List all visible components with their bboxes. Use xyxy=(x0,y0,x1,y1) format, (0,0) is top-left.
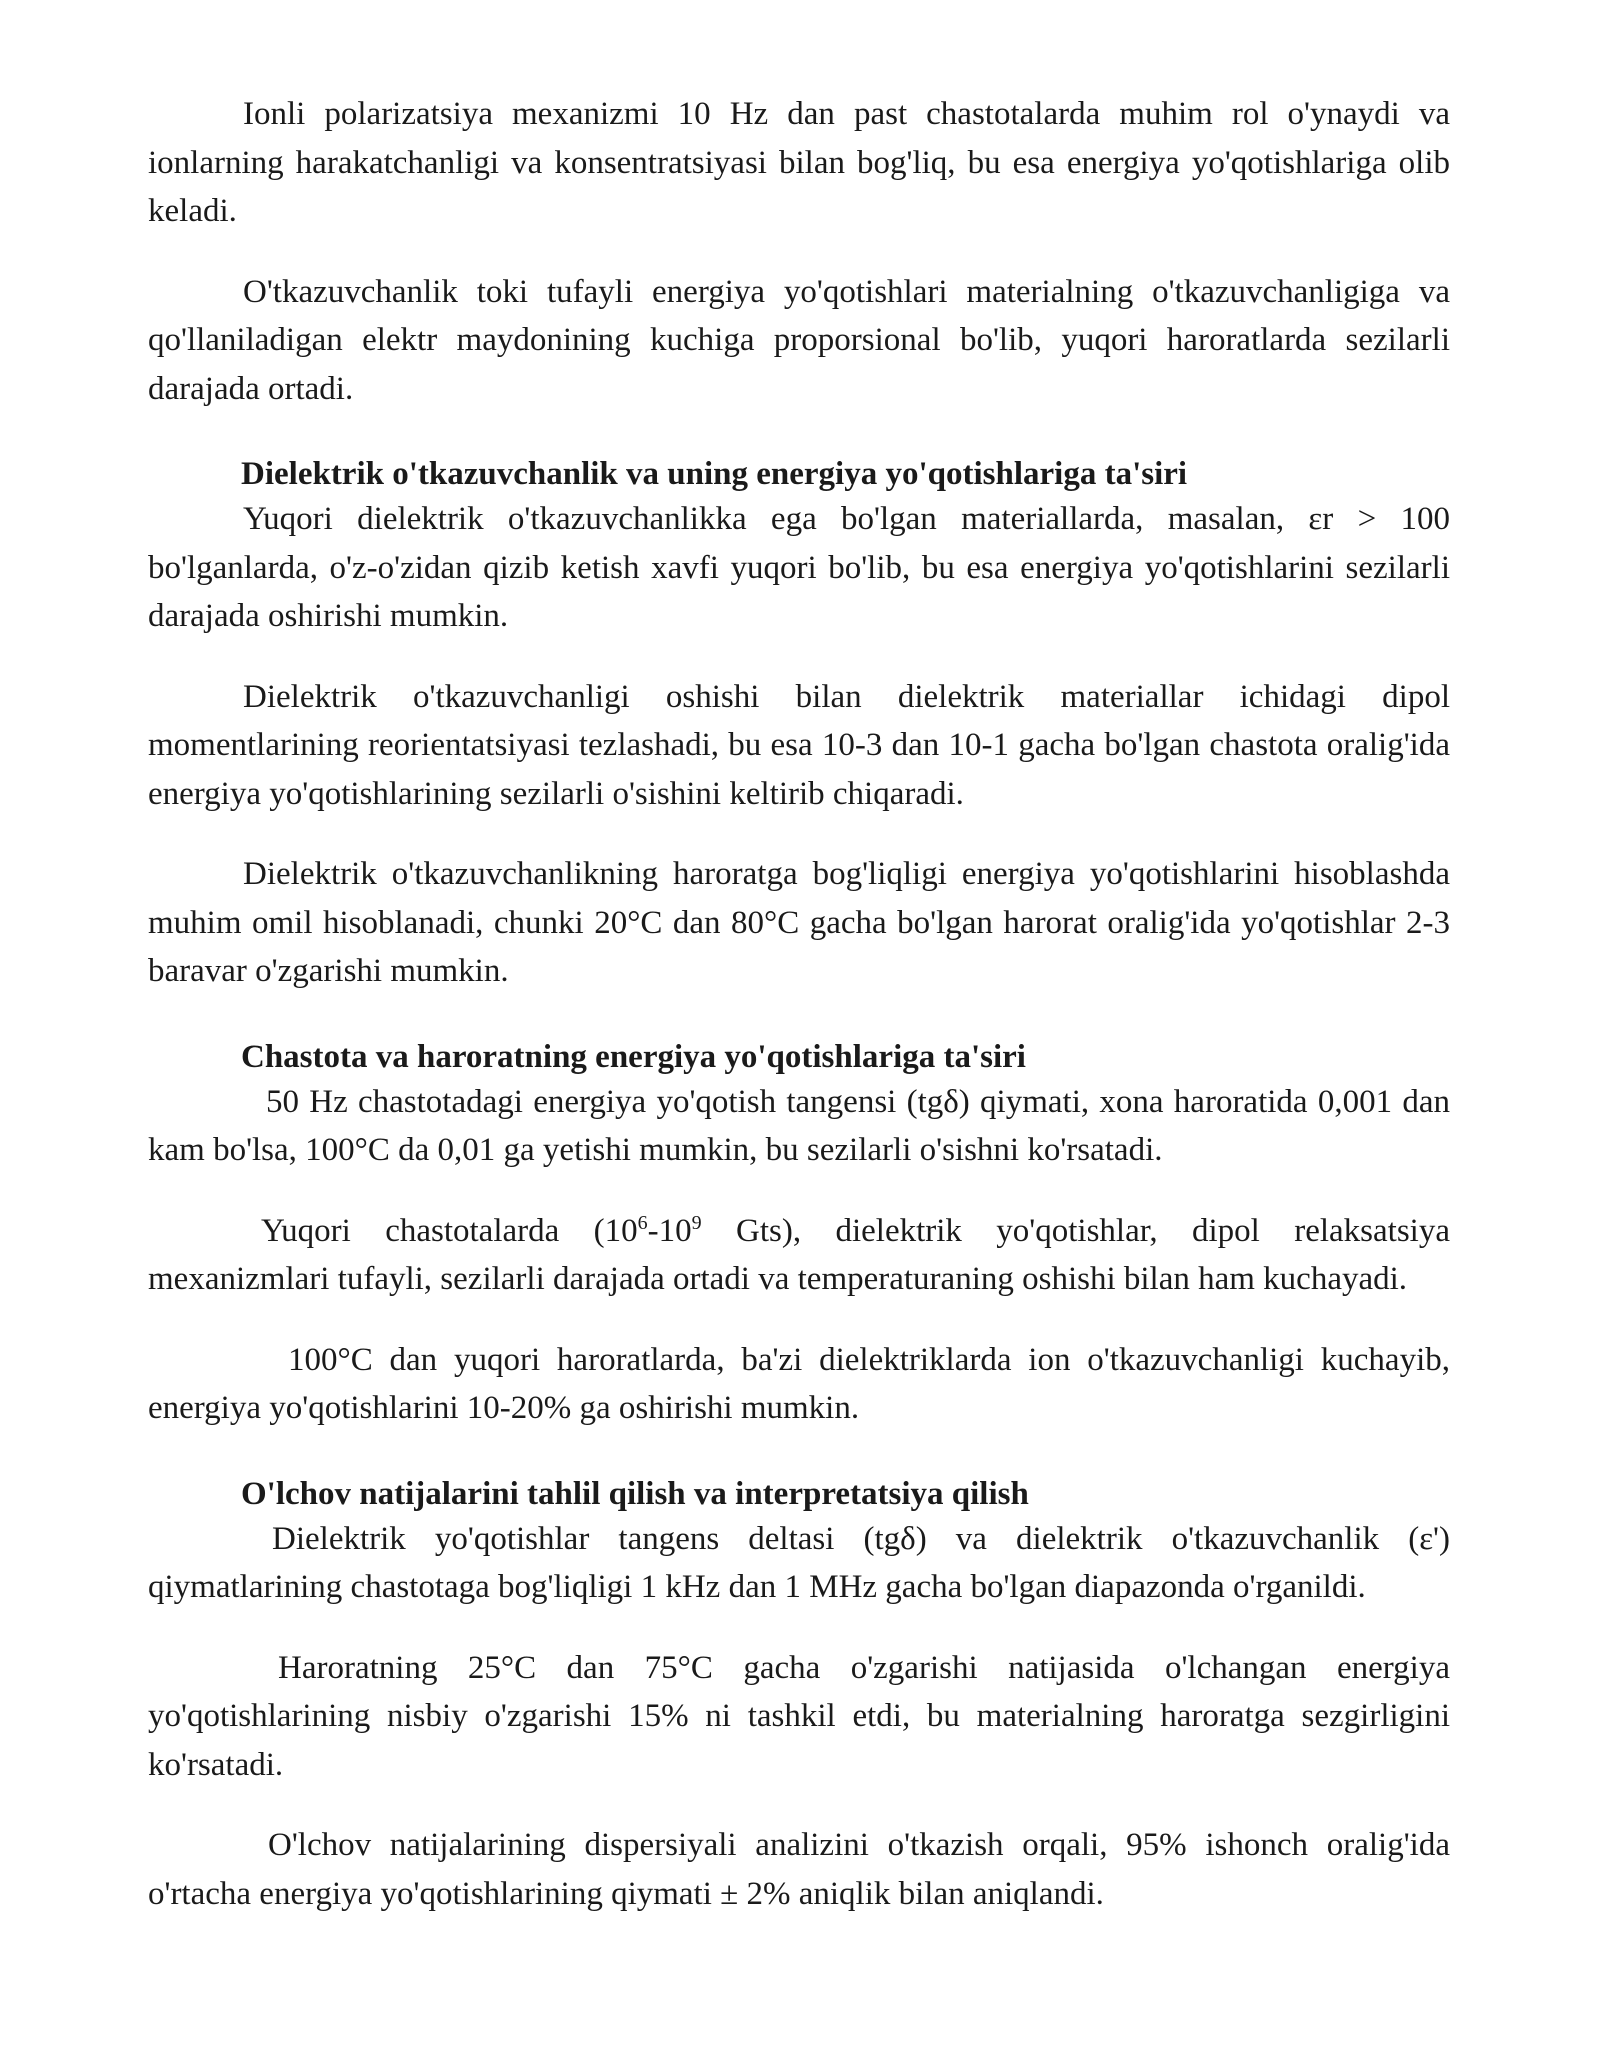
exponent-9: 9 xyxy=(691,1211,702,1234)
high-frequency-text-mid: -10 xyxy=(647,1212,692,1249)
section-heading-frequency-temperature: Chastota va haroratning energiya yo'qotishlariga ta'siri xyxy=(241,1038,1026,1075)
paragraph-high-frequency xyxy=(148,1207,1450,1304)
document-page xyxy=(148,90,1450,1918)
high-frequency-text-start: Yuqori chastotalarda (10 xyxy=(261,1212,638,1249)
paragraph-relative-change: Haroratning 25°C dan 75°C gacha o'zgarishi natijasida o'lchangan energiya yo'qotishlarining nisbiy o'zgarishi 15% ni tashkil etdi, bu materialning haroratga sezgirligini ko'rsatadi. xyxy=(148,1649,1450,1783)
paragraph-dispersion-analysis: O'lchov natijalarining dispersiyali analizini o'tkazish orqali, 95% ishonch oralig'ida o'rtacha energiya yo'qotishlarining qiymati ± 2% aniqlik bilan aniqlandi. xyxy=(148,1827,1450,1912)
exponent-6: 6 xyxy=(637,1211,648,1234)
paragraph-dipole-reorientation: Dielektrik o'tkazuvchanligi oshishi bilan dielektrik materiallar ichidagi dipol momentlarining reorientatsiyasi tezlashadi, bu esa 10-3 dan 10-1 gacha bo'lgan chastota oralig'ida energiya yo'qotishlarining sezilarli o'sishini keltirib chiqaradi. xyxy=(148,678,1450,812)
paragraph-ion-conductivity: 100°C dan yuqori haroratlarda, ba'zi dielektriklarda ion o'tkazuvchanligi kuchayib, energiya yo'qotishlarini 10-20% ga oshirishi mumkin. xyxy=(148,1341,1450,1426)
section-heading-measurement-analysis: O'lchov natijalarini tahlil qilish va interpretatsiya qilish xyxy=(241,1475,1029,1512)
paragraph-loss-tangent-frequency: Dielektrik yo'qotishlar tangens deltasi (tgδ) va dielektrik o'tkazuvchanlik (ε') qiymatlarining chastotaga bog'liqligi 1 kHz dan 1 MHz gacha bo'lgan diapazonda o'rganildi. xyxy=(148,1520,1450,1605)
paragraph-ionic-polarization: Ionli polarizatsiya mexanizmi 10 Hz dan past chastotalarda muhim rol o'ynaydi va ionlarning harakatchanligi va konsentratsiyasi bilan bog'liq, bu esa energiya yo'qotishlariga olib keladi. xyxy=(148,96,1450,229)
paragraph-temperature-dependence: Dielektrik o'tkazuvchanlikning haroratga bog'liqligi energiya yo'qotishlarini hisoblashda muhim omil hisoblanadi, chunki 20°C dan 80°C gacha bo'lgan harorat oralig'ida yo'qotishlar 2-3 baravar o'zgarishi mumkin. xyxy=(148,856,1450,989)
paragraph-conduction-losses: O'tkazuvchanlik toki tufayli energiya yo'qotishlari materialning o'tkazuvchanligiga va qo'llaniladigan elektr maydonining kuchiga proporsional bo'lib, yuqori haroratlarda sezilarli darajada ortadi. xyxy=(148,273,1450,407)
high-frequency-text-end: Gts), dielektrik yo'qotishlar, dipol relaksatsiya mexanizmlari tufayli, sezilarli darajada ortadi va temperaturaning oshishi bilan ham kuchayadi. xyxy=(148,1212,1450,1297)
paragraph-loss-tangent-50hz: 50 Hz chastotadagi energiya yo'qotish tangensi (tgδ) qiymati, xona haroratida 0,001 dan kam bo'lsa, 100°C da 0,01 ga yetishi mumkin, bu sezilarli o'sishni ko'rsatadi. xyxy=(148,1083,1450,1168)
paragraph-high-permittivity: Yuqori dielektrik o'tkazuvchanlikka ega bo'lgan materiallarda, masalan, εr > 100 bo'lganlarda, o'z-o'zidan qizib ketish xavfi yuqori bo'lib, bu esa energiya yo'qotishlarini sezilarli darajada oshirishi mumkin. xyxy=(148,501,1450,634)
section-heading-dielectric-permittivity: Dielektrik o'tkazuvchanlik va uning energiya yo'qotishlariga ta'siri xyxy=(241,456,1188,492)
